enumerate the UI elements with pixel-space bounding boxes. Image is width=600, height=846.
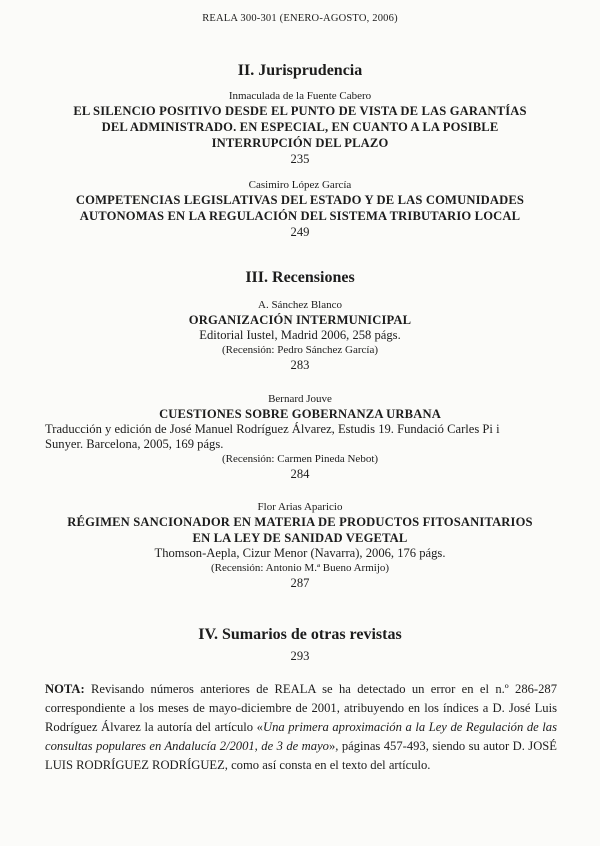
entry-author: A. Sánchez Blanco xyxy=(258,299,342,311)
entry-title-line: ORGANIZACIÓN INTERMUNICIPAL xyxy=(188,313,412,327)
entry-author: Inmaculada de la Fuente Cabero xyxy=(228,90,372,102)
erratum-note xyxy=(45,680,557,775)
entry-page-number: 235 xyxy=(290,152,310,166)
note-text-after: », páginas 457-493, siendo su autor D. JOSÉ LUIS RODRÍGUEZ RODRÍGUEZ, como así consta en el texto del artículo. xyxy=(45,739,557,772)
entry-page-number: 283 xyxy=(290,358,310,372)
entry-silencio-positivo xyxy=(0,89,600,167)
entry-gobernanza-urbana xyxy=(0,392,600,482)
note-text-before: Revisando números anteriores de REALA se ha detectado un error en el n.º 286-287 correspondiente a los meses de mayo-diciembre de 2001, atribuyendo en los índices a D. José Luis Rodríguez Álvarez la autoría del artículo « xyxy=(45,682,557,734)
note-article-title: Una primera aproximación a la Ley de Regulación de las consultas populares en Andalucía 2/2001, de 3 de mayo xyxy=(45,720,557,753)
entry-page-number: 287 xyxy=(290,576,310,590)
section-title-sumarios: IV. Sumarios de otras revistas xyxy=(198,626,402,643)
entry-author: Flor Arias Aparicio xyxy=(257,501,343,513)
section-title-recensiones: III. Recensiones xyxy=(245,269,355,286)
entry-title-line: COMPETENCIAS LEGISLATIVAS DEL ESTADO Y DE LAS COMUNIDADES xyxy=(75,193,525,207)
entry-title-line: EL SILENCIO POSITIVO DESDE EL PUNTO DE VISTA DE LAS GARANTÍAS xyxy=(73,104,527,118)
entry-reviewer: (Recensión: Carmen Pineda Nebot) xyxy=(221,453,379,465)
entry-author: Bernard Jouve xyxy=(268,393,332,405)
entry-publication xyxy=(45,422,555,452)
entry-page-number: 249 xyxy=(290,225,310,239)
note-label: NOTA: xyxy=(45,682,85,696)
entry-title xyxy=(40,192,560,224)
entry-title-line: RÉGIMEN SANCIONADOR EN MATERIA DE PRODUCTOS FITOSANITARIOS xyxy=(67,515,533,529)
section-title-jurisprudencia: II. Jurisprudencia xyxy=(237,62,363,79)
entry-publication xyxy=(0,328,600,343)
entry-publication-line: Sunyer. Barcelona, 2005, 169 págs. xyxy=(45,437,224,451)
entry-competencias-legislativas xyxy=(0,178,600,240)
entry-author: Casimiro López García xyxy=(248,179,352,191)
entry-title xyxy=(40,312,560,328)
entry-publication-line: Traducción y edición de José Manuel Rodríguez Álvarez, Estudis 19. Fundació Carles Pi i xyxy=(45,422,500,436)
entry-title xyxy=(40,406,560,422)
entry-title-line: AUTONOMAS EN LA REGULACIÓN DEL SISTEMA TRIBUTARIO LOCAL xyxy=(79,209,521,223)
running-header: REALA 300-301 (ENERO-AGOSTO, 2006) xyxy=(202,13,398,24)
entry-title-line: CUESTIONES SOBRE GOBERNANZA URBANA xyxy=(159,407,441,421)
entry-reviewer: (Recensión: Antonio M.ª Bueno Armijo) xyxy=(210,562,390,574)
sumarios-page-number: 293 xyxy=(290,649,310,663)
entry-title xyxy=(40,103,560,151)
entry-publication-line: Editorial Iustel, Madrid 2006, 258 págs. xyxy=(199,328,401,342)
entry-organizacion-intermunicipal xyxy=(0,298,600,373)
entry-page-number: 284 xyxy=(290,467,310,481)
entry-reviewer: (Recensión: Pedro Sánchez García) xyxy=(221,344,379,356)
entry-title-line: INTERRUPCIÓN DEL PLAZO xyxy=(211,136,389,150)
entry-title xyxy=(40,514,560,546)
entry-title-line: EN LA LEY DE SANIDAD VEGETAL xyxy=(192,531,408,545)
entry-title-line: DEL ADMINISTRADO. EN ESPECIAL, EN CUANTO A LA POSIBLE xyxy=(101,120,499,134)
entry-publication xyxy=(0,546,600,561)
entry-publication-line: Thomson-Aepla, Cizur Menor (Navarra), 2006, 176 págs. xyxy=(154,546,446,560)
entry-regimen-sancionador xyxy=(0,500,600,591)
